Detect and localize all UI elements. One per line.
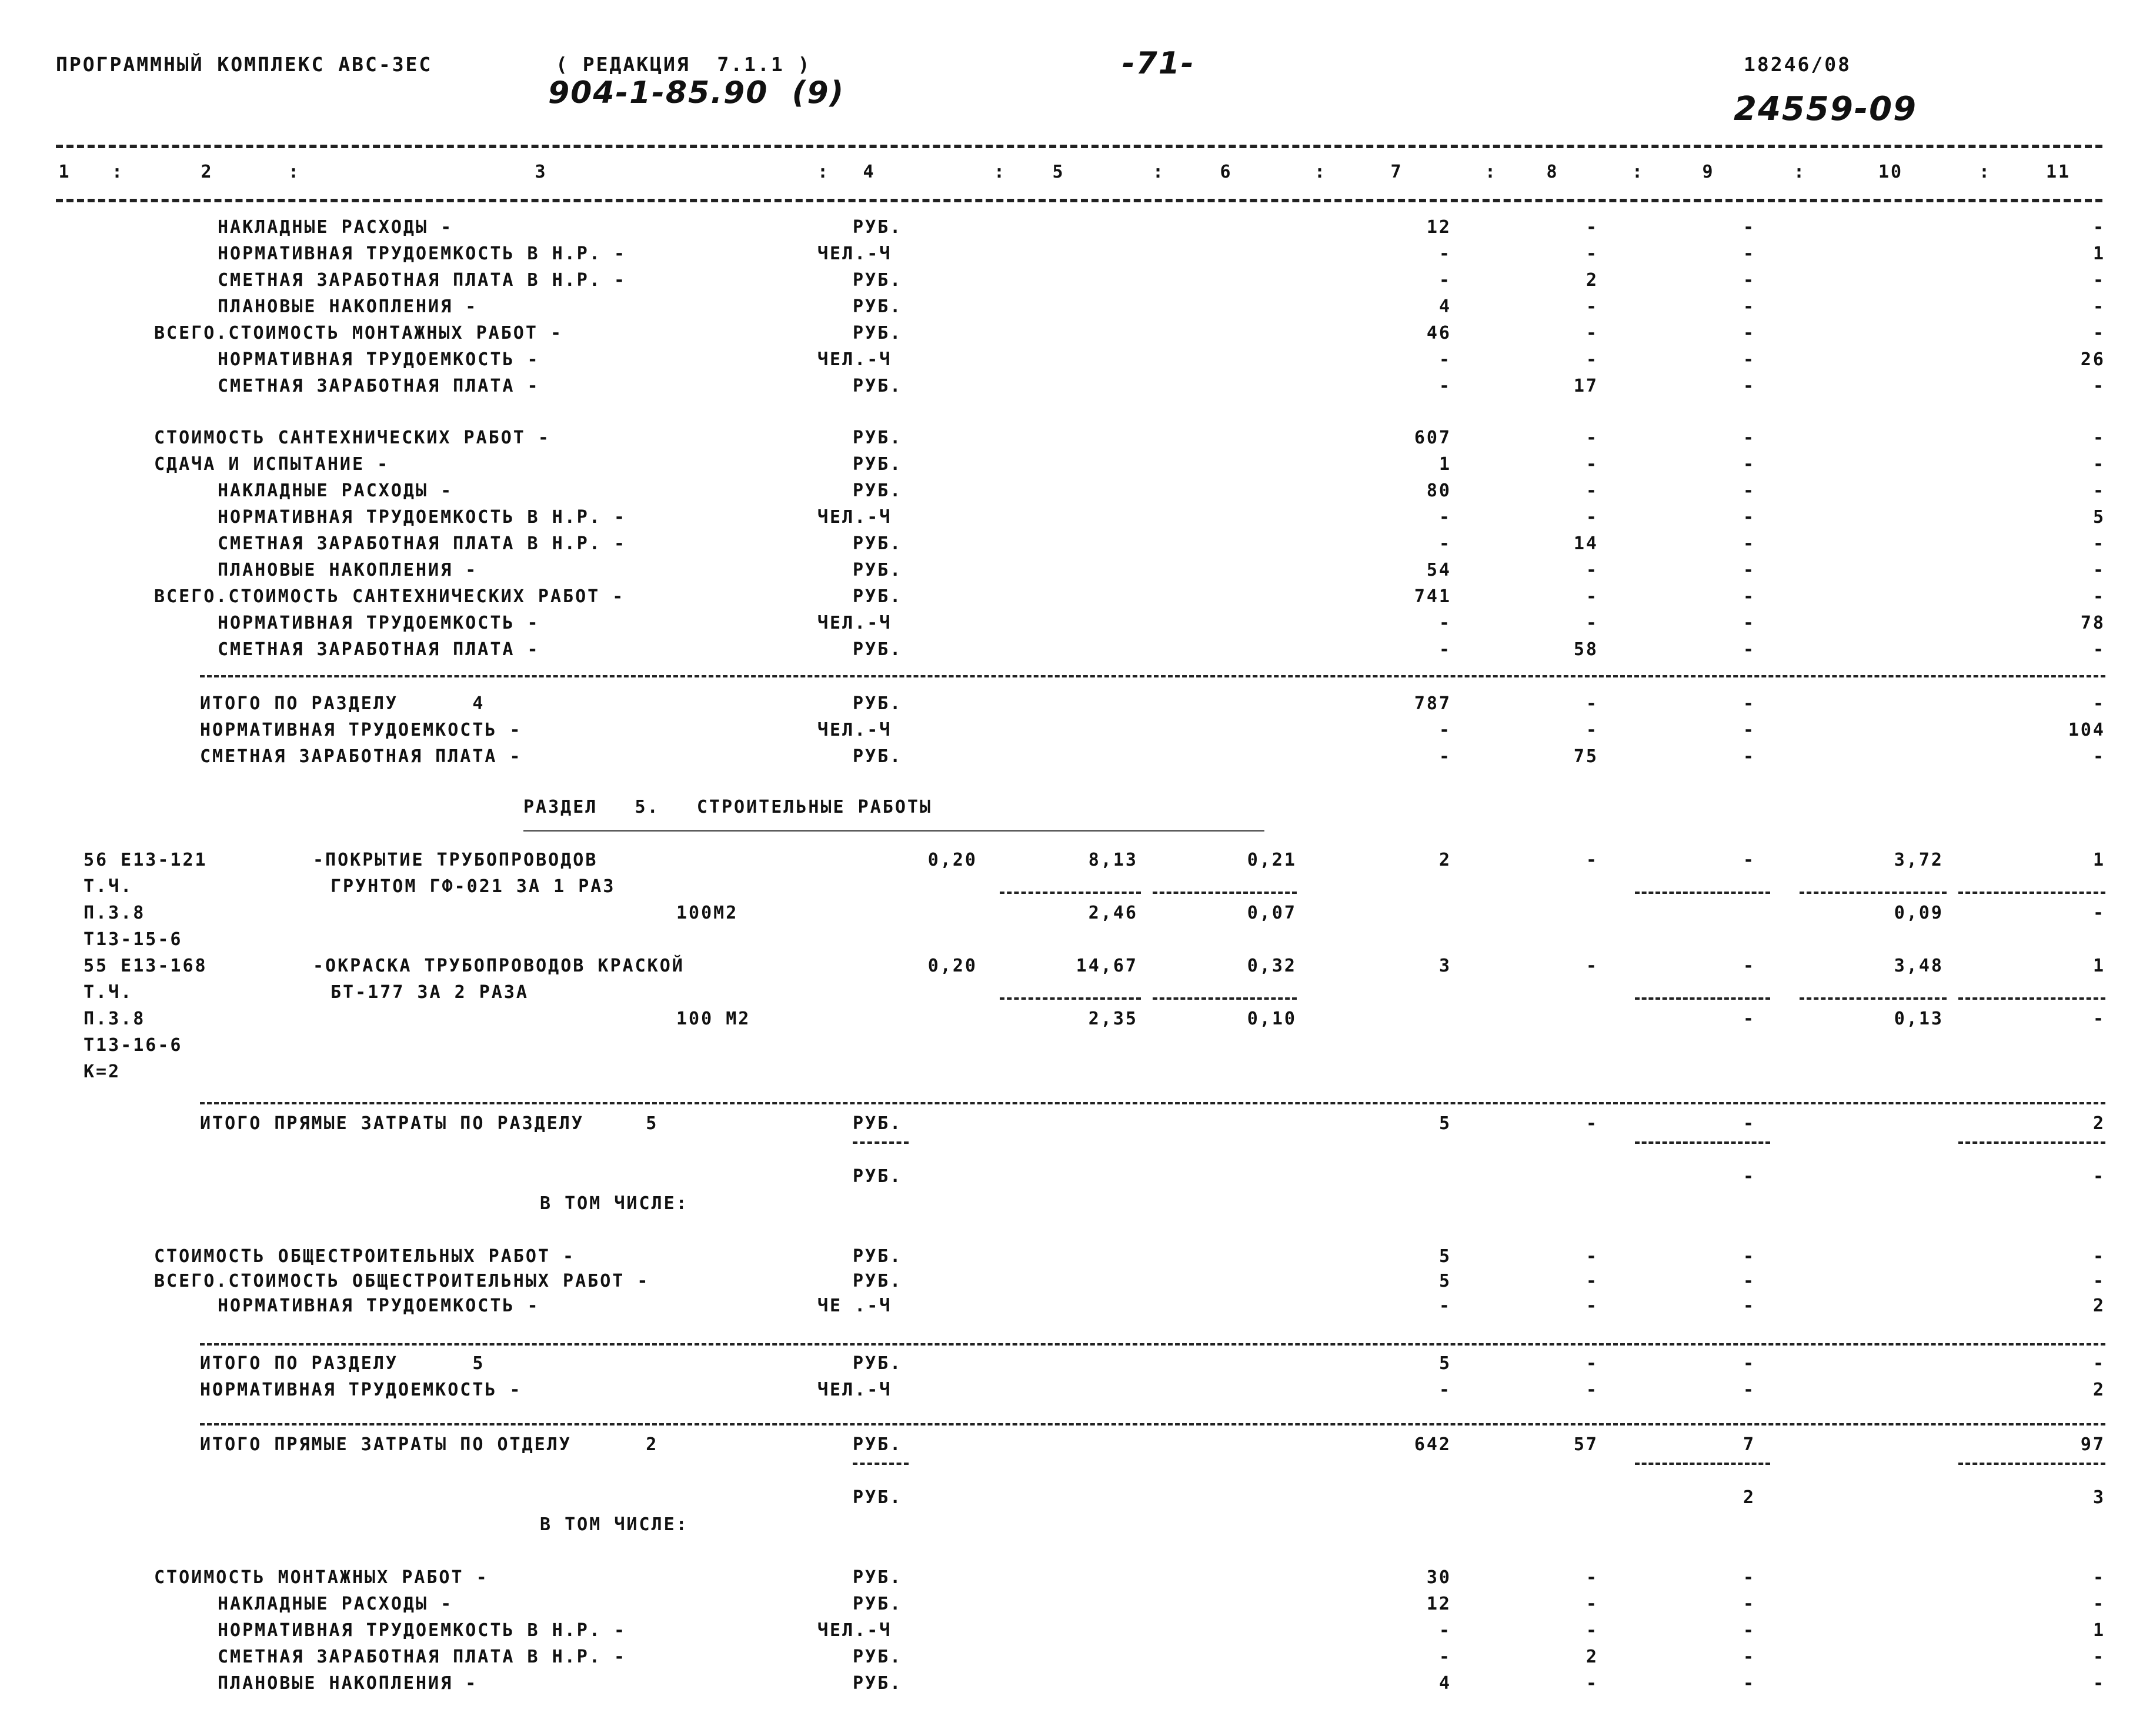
block1-row-col8: - [1585,217,1598,238]
block1-row-col9: - [1743,243,1755,264]
item56-code: 56 Е13-121 [84,850,208,870]
block5-row-col11: - [2092,1353,2105,1374]
direct-costs-section5-col11-wage: - [2092,1166,2105,1187]
block2-row-col9: - [1743,454,1755,475]
block5-row-label: НОРМАТИВНАЯ ТРУДОЕМКОСТЬ - [200,1380,522,1400]
block2-row-label: ВСЕГО.СТОИМОСТЬ САНТЕХНИЧЕСКИХ РАБОТ - [154,586,625,607]
item55-col8: - [1585,956,1598,976]
page-number: -71- [1122,46,1195,81]
direct-costs-section5-col9-wage: - [1743,1166,1755,1187]
block2-row-col8: - [1585,454,1598,475]
block6-row-unit: ЧЕЛ.-Ч [817,1620,892,1641]
item55-col9-wage: - [1743,1009,1755,1029]
direct-costs-section5-col11-dash [1958,1141,2105,1144]
block3-row-label: ИТОГО ПО РАЗДЕЛУ 4 [200,693,485,714]
item56-col5: 8,13 [1088,850,1138,870]
block1-row-col11: - [2092,217,2105,238]
direct-costs-department-col8: 57 [1573,1434,1598,1455]
direct-costs-section5-col9-dash [1635,1141,1770,1144]
block6-row-col11: - [2092,1673,2105,1694]
block2-row-col7: - [1438,507,1451,528]
column-header-3: 3 [535,162,548,182]
block1-row-col9: - [1743,376,1755,396]
document-number: 24559-09 [1734,90,1917,128]
block3-row-unit: РУБ. [853,693,903,714]
item55-description: БТ-177 ЗА 2 РАЗА [331,982,529,1003]
block2-row-col11: 78 [2080,613,2105,633]
direct-costs-department-col9-wage: 2 [1743,1487,1755,1508]
block2-row-unit: РУБ. [853,428,903,448]
block1-row-col9: - [1743,349,1755,370]
block5-row-col9: - [1743,1380,1755,1400]
block2-row-label: НАКЛАДНЫЕ РАСХОДЫ - [218,480,453,501]
item55-col5: 14,67 [1076,956,1138,976]
block1-row-col9: - [1743,270,1755,291]
rule-separator [200,1102,2105,1104]
block3-row-label: НОРМАТИВНАЯ ТРУДОЕМКОСТЬ - [200,720,522,740]
item56-col5-wage: 2,46 [1088,903,1138,923]
block6-row-col9: - [1743,1594,1755,1614]
column-header-11: 11 [2045,162,2071,182]
item55-quantity: 0,20 [927,956,977,976]
block3-row-col7: 787 [1414,693,1451,714]
block1-row-label: СМЕТНАЯ ЗАРАБОТНАЯ ПЛАТА В Н.Р. - [218,270,627,291]
direct-costs-section5-unit: РУБ. [853,1113,903,1134]
block6-row-label: СТОИМОСТЬ МОНТАЖНЫХ РАБОТ - [154,1567,489,1588]
block6-row-col11: - [2092,1647,2105,1667]
block1-row-unit: РУБ. [853,296,903,317]
column-separator: : [1979,162,1992,182]
direct-costs-section5-unit: РУБ. [853,1166,903,1187]
column-separator: : [1314,162,1327,182]
block6-row-col7: - [1438,1620,1451,1641]
block6-row-col8: - [1585,1620,1598,1641]
section-title-underline [523,830,1264,832]
direct-costs-section5-col9: - [1743,1113,1755,1134]
block2-row-col9: - [1743,428,1755,448]
block5-row-label: ИТОГО ПО РАЗДЕЛУ 5 [200,1353,485,1374]
item55-col7: 3 [1438,956,1451,976]
block3-row-col9: - [1743,746,1755,767]
block2-row-col7: - [1438,639,1451,660]
block2-row-label: ПЛАНОВЫЕ НАКОПЛЕНИЯ - [218,560,478,580]
block4-row-label: СТОИМОСТЬ ОБЩЕСТРОИТЕЛЬНЫХ РАБОТ - [154,1246,576,1267]
direct-costs-department-unit: РУБ. [853,1487,903,1508]
item56-col9: - [1743,850,1755,870]
block4-row-col11: - [2092,1271,2105,1291]
block6-row-label: НАКЛАДНЫЕ РАСХОДЫ - [218,1594,453,1614]
block6-row-label: ПЛАНОВЫЕ НАКОПЛЕНИЯ - [218,1673,478,1694]
block2-row-col9: - [1743,480,1755,501]
item55-col9: - [1743,956,1755,976]
block1-row-col11: - [2092,270,2105,291]
block2-row-col8: - [1585,428,1598,448]
item55-code: 55 Е13-168 [84,956,208,976]
rule-separator [200,1343,2105,1346]
block2-row-label: НОРМАТИВНАЯ ТРУДОЕМКОСТЬ - [218,613,540,633]
block6-row-col7: 12 [1426,1594,1451,1614]
block1-row-label: НОРМАТИВНАЯ ТРУДОЕМКОСТЬ - [218,349,540,370]
block3-row-col8: - [1585,693,1598,714]
column-header-4: 4 [863,162,876,182]
item56-col11: 1 [2092,850,2105,870]
block5-row-unit: РУБ. [853,1353,903,1374]
block5-row-col7: - [1438,1380,1451,1400]
block4-row-col11: - [2092,1246,2105,1267]
column-separator: : [817,162,830,182]
block6-row-unit: РУБ. [853,1647,903,1667]
block3-row-label: СМЕТНАЯ ЗАРАБОТНАЯ ПЛАТА - [200,746,522,767]
block1-row-unit: РУБ. [853,270,903,291]
block2-row-col9: - [1743,533,1755,554]
block6-row-col11: 1 [2092,1620,2105,1641]
item55-col11: 1 [2092,956,2105,976]
item56-col11-wage: - [2092,903,2105,923]
block2-row-col8: - [1585,613,1598,633]
block1-row-unit: РУБ. [853,217,903,238]
block3-row-col11: - [2092,746,2105,767]
block6-row-unit: РУБ. [853,1567,903,1588]
direct-costs-department-col11-wage: 3 [2092,1487,2105,1508]
rule-separator [200,1423,2105,1425]
block1-row-col11: 1 [2092,243,2105,264]
column-separator: : [112,162,125,182]
column-header-7: 7 [1390,162,1403,182]
block4-row-col8: - [1585,1271,1598,1291]
block1-row-col11: - [2092,323,2105,343]
block2-row-unit: РУБ. [853,639,903,660]
block4-row-unit: ЧЕ .-Ч [817,1296,892,1316]
project-number: 904-1-85.90 (9) [548,75,845,111]
block3-row-unit: РУБ. [853,746,903,767]
block2-row-unit: РУБ. [853,586,903,607]
block1-row-label: ПЛАНОВЫЕ НАКОПЛЕНИЯ - [218,296,478,317]
direct-costs-department-unit-dash [853,1463,909,1465]
block2-row-col9: - [1743,586,1755,607]
block1-row-label: СМЕТНАЯ ЗАРАБОТНАЯ ПЛАТА - [218,376,540,396]
block1-row-col8: 2 [1585,270,1598,291]
subtotal-dash [1153,892,1297,894]
block1-row-col9: - [1743,296,1755,317]
block1-row-col7: 12 [1426,217,1451,238]
block5-row-col7: 5 [1438,1353,1451,1374]
direct-costs-department-col9-dash [1635,1463,1770,1465]
block6-row-col8: - [1585,1673,1598,1694]
program-title: ПРОГРАММНЫЙ КОМПЛЕКС АВС-ЗЕС [56,53,433,76]
block6-row-col11: - [2092,1594,2105,1614]
block5-row-col8: - [1585,1380,1598,1400]
block6-row-col8: 2 [1585,1647,1598,1667]
block2-row-col8: - [1585,586,1598,607]
block2-row-col7: 607 [1414,428,1451,448]
block2-row-label: НОРМАТИВНАЯ ТРУДОЕМКОСТЬ В Н.Р. - [218,507,627,528]
direct-costs-department-col7: 642 [1414,1434,1451,1455]
block2-row-unit: РУБ. [853,533,903,554]
block4-row-col9: - [1743,1246,1755,1267]
block2-row-col11: - [2092,480,2105,501]
subtotal-dash [1635,997,1770,1000]
item56-unit: 100М2 [676,903,739,923]
block5-row-col11: 2 [2092,1380,2105,1400]
item55-col10: 3,48 [1894,956,1944,976]
block4-row-col9: - [1743,1271,1755,1291]
item55-col10-wage: 0,13 [1894,1009,1944,1029]
block3-row-col11: - [2092,693,2105,714]
block6-row-col9: - [1743,1620,1755,1641]
block1-row-col7: - [1438,270,1451,291]
included-label: В ТОМ ЧИСЛЕ: [540,1193,689,1214]
direct-costs-department-unit: РУБ. [853,1434,903,1455]
item56-col6: 0,21 [1247,850,1297,870]
item55-description: -ОКРАСКА ТРУБОПРОВОДОВ КРАСКОЙ [313,956,685,976]
column-separator: : [994,162,1007,182]
block2-row-col8: - [1585,507,1598,528]
block4-row-label: НОРМАТИВНАЯ ТРУДОЕМКОСТЬ - [218,1296,540,1316]
block6-row-col7: - [1438,1647,1451,1667]
direct-costs-section5-col8: - [1585,1113,1598,1134]
item55-col11-wage: - [2092,1009,2105,1029]
subtotal-dash [1153,997,1297,1000]
rule-header-bottom [56,199,2102,202]
direct-costs-section5-label: ИТОГО ПРЯМЫЕ ЗАТРАТЫ ПО РАЗДЕЛУ 5 [200,1113,659,1134]
block2-row-col7: 54 [1426,560,1451,580]
item55-unit: 100 М2 [676,1009,751,1029]
item56-col10-wage: 0,09 [1894,903,1944,923]
column-separator: : [288,162,301,182]
block6-row-col11: - [2092,1567,2105,1588]
block2-row-label: СМЕТНАЯ ЗАРАБОТНАЯ ПЛАТА - [218,639,540,660]
column-header-2: 2 [201,162,213,182]
direct-costs-department-col9: 7 [1743,1434,1755,1455]
item56-col8: - [1585,850,1598,870]
block6-row-col9: - [1743,1567,1755,1588]
block2-row-col8: 14 [1573,533,1598,554]
item55-col6: 0,32 [1247,956,1297,976]
block2-row-label: СТОИМОСТЬ САНТЕХНИЧЕСКИХ РАБОТ - [154,428,550,448]
block3-row-col9: - [1743,720,1755,740]
direct-costs-department-col11-dash [1958,1463,2105,1465]
block2-row-unit: ЧЕЛ.-Ч [817,613,892,633]
block2-row-col11: - [2092,533,2105,554]
column-header-10: 10 [1878,162,1904,182]
block2-row-label: СМЕТНАЯ ЗАРАБОТНАЯ ПЛАТА В Н.Р. - [218,533,627,554]
block6-row-unit: РУБ. [853,1673,903,1694]
block1-row-label: ВСЕГО.СТОИМОСТЬ МОНТАЖНЫХ РАБОТ - [154,323,563,343]
block2-row-col8: - [1585,480,1598,501]
subtotal-dash [1000,892,1141,894]
block2-row-col7: 741 [1414,586,1451,607]
block6-row-label: НОРМАТИВНАЯ ТРУДОЕМКОСТЬ В Н.Р. - [218,1620,627,1641]
item55-code: Т13-16-6 [84,1035,183,1056]
section-title: РАЗДЕЛ 5. СТРОИТЕЛЬНЫЕ РАБОТЫ [523,797,933,817]
block1-row-col7: 46 [1426,323,1451,343]
direct-costs-department-label: ИТОГО ПРЯМЫЕ ЗАТРАТЫ ПО ОТДЕЛУ 2 [200,1434,659,1455]
block2-row-col9: - [1743,639,1755,660]
block2-row-col11: - [2092,454,2105,475]
block2-row-col11: - [2092,639,2105,660]
block1-row-col8: - [1585,323,1598,343]
block2-row-col8: - [1585,560,1598,580]
block2-row-col11: - [2092,428,2105,448]
direct-costs-section5-col11: 2 [2092,1113,2105,1134]
column-separator: : [1794,162,1807,182]
item56-quantity: 0,20 [927,850,977,870]
block2-row-col7: 80 [1426,480,1451,501]
subtotal-dash [1800,892,1947,894]
block4-row-col9: - [1743,1296,1755,1316]
block1-row-label: НАКЛАДНЫЕ РАСХОДЫ - [218,217,453,238]
block3-row-col9: - [1743,693,1755,714]
column-header-9: 9 [1702,162,1715,182]
block4-row-unit: РУБ. [853,1271,903,1291]
subtotal-dash [1958,892,2105,894]
block1-row-col9: - [1743,323,1755,343]
block2-row-col7: 1 [1438,454,1451,475]
block2-row-col7: - [1438,613,1451,633]
block3-row-col11: 104 [2068,720,2105,740]
rule-top [56,145,2102,148]
block3-row-col8: - [1585,720,1598,740]
direct-costs-section5-col7: 5 [1438,1113,1451,1134]
item55-code: К=2 [84,1061,121,1082]
block1-row-col8: - [1585,296,1598,317]
column-header-6: 6 [1220,162,1233,182]
item56-code: Т13-15-6 [84,929,183,950]
block4-row-label: ВСЕГО.СТОИМОСТЬ ОБЩЕСТРОИТЕЛЬНЫХ РАБОТ - [154,1271,650,1291]
block3-row-unit: ЧЕЛ.-Ч [817,720,892,740]
block1-row-col8: 17 [1573,376,1598,396]
block1-row-unit: РУБ. [853,323,903,343]
block1-row-col7: - [1438,376,1451,396]
block1-row-unit: ЧЕЛ.-Ч [817,349,892,370]
edition-label: ( РЕДАКЦИЯ 7.1.1 ) [556,53,812,76]
item56-description: ГРУНТОМ ГФ-021 ЗА 1 РАЗ [331,876,616,897]
block1-row-col7: - [1438,243,1451,264]
block6-row-col9: - [1743,1673,1755,1694]
block2-row-unit: РУБ. [853,454,903,475]
block2-row-unit: РУБ. [853,480,903,501]
column-header-8: 8 [1546,162,1559,182]
block2-row-unit: ЧЕЛ.-Ч [817,507,892,528]
column-separator: : [1485,162,1498,182]
document-code: 18246/08 [1744,53,1851,76]
block2-row-unit: РУБ. [853,560,903,580]
item55-col5-wage: 2,35 [1088,1009,1138,1029]
block6-row-col8: - [1585,1594,1598,1614]
block2-row-col7: - [1438,533,1451,554]
item56-code: П.3.8 [84,903,146,923]
block1-row-col8: - [1585,349,1598,370]
block3-row-col8: 75 [1573,746,1598,767]
column-header-5: 5 [1052,162,1065,182]
block6-row-col9: - [1743,1647,1755,1667]
item56-description: -ПОКРЫТИЕ ТРУБОПРОВОДОВ [313,850,598,870]
block2-row-col11: - [2092,586,2105,607]
block2-row-col9: - [1743,507,1755,528]
block2-row-col11: 5 [2092,507,2105,528]
column-header-1: 1 [58,162,71,182]
block4-row-col8: - [1585,1246,1598,1267]
item55-col6-wage: 0,10 [1247,1009,1297,1029]
item56-code: Т.Ч. [84,876,133,897]
block6-row-label: СМЕТНАЯ ЗАРАБОТНАЯ ПЛАТА В Н.Р. - [218,1647,627,1667]
block4-row-col7: - [1438,1296,1451,1316]
block5-row-unit: ЧЕЛ.-Ч [817,1380,892,1400]
block1-row-col11: - [2092,376,2105,396]
subtotal-dash [1000,997,1141,1000]
block1-row-col9: - [1743,217,1755,238]
block6-row-unit: РУБ. [853,1594,903,1614]
block4-row-unit: РУБ. [853,1246,903,1267]
block2-row-col8: 58 [1573,639,1598,660]
block1-row-col8: - [1585,243,1598,264]
subtotal-dash [1635,892,1770,894]
block2-row-col9: - [1743,560,1755,580]
block2-row-col11: - [2092,560,2105,580]
direct-costs-department-col11: 97 [2080,1434,2105,1455]
block1-row-col7: 4 [1438,296,1451,317]
block2-row-col9: - [1743,613,1755,633]
block4-row-col7: 5 [1438,1246,1451,1267]
block6-row-col7: 4 [1438,1673,1451,1694]
block1-row-col11: - [2092,296,2105,317]
column-separator: : [1632,162,1645,182]
item55-code: П.3.8 [84,1009,146,1029]
subtotal-dash [1800,997,1947,1000]
block3-row-col7: - [1438,746,1451,767]
block1-row-col11: 26 [2080,349,2105,370]
block6-row-col8: - [1585,1567,1598,1588]
block5-row-col8: - [1585,1353,1598,1374]
included-label: В ТОМ ЧИСЛЕ: [540,1514,689,1535]
item56-col6-wage: 0,07 [1247,903,1297,923]
block3-row-col7: - [1438,720,1451,740]
block4-row-col11: 2 [2092,1296,2105,1316]
block1-row-label: НОРМАТИВНАЯ ТРУДОЕМКОСТЬ В Н.Р. - [218,243,627,264]
block5-row-col9: - [1743,1353,1755,1374]
block4-row-col7: 5 [1438,1271,1451,1291]
item56-col7: 2 [1438,850,1451,870]
block4-row-col8: - [1585,1296,1598,1316]
block6-row-col7: 30 [1426,1567,1451,1588]
item56-col10: 3,72 [1894,850,1944,870]
block2-row-label: СДАЧА И ИСПЫТАНИЕ - [154,454,390,475]
subtotal-dash [1958,997,2105,1000]
item55-code: Т.Ч. [84,982,133,1003]
block1-row-unit: ЧЕЛ.-Ч [817,243,892,264]
direct-costs-section5-unit-dash [853,1141,909,1144]
column-separator: : [1153,162,1166,182]
block1-row-col7: - [1438,349,1451,370]
rule-separator [200,675,2105,677]
block1-row-unit: РУБ. [853,376,903,396]
